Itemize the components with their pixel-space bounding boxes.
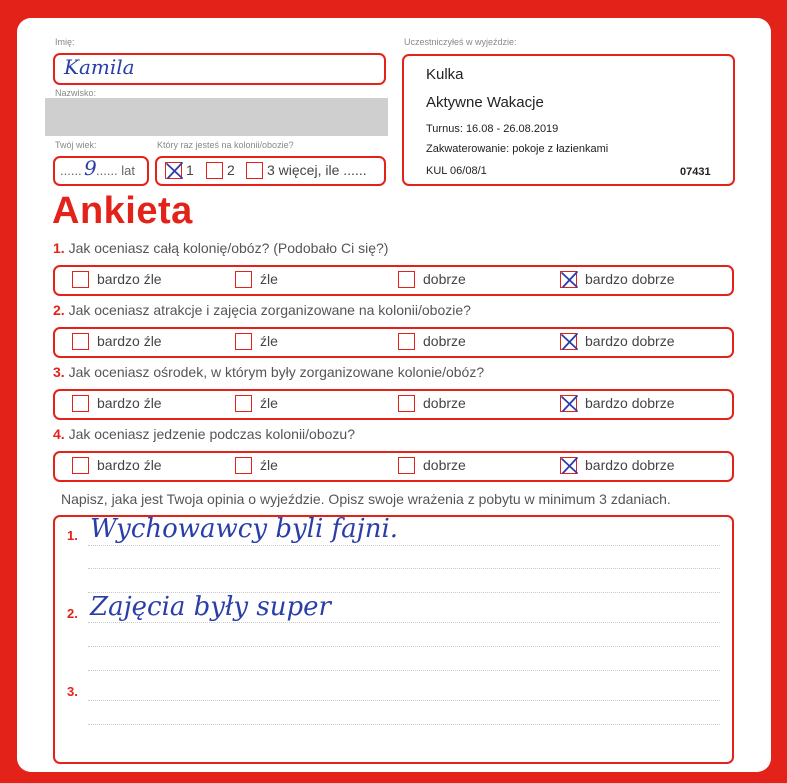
question-label: Jak oceniasz jedzenie podczas kolonii/obozu? [68,426,355,442]
name-label: Imię: [55,37,75,47]
times-option-label: 2 [227,162,235,178]
writing-guide-line [88,592,720,593]
opinion-line-number: 3. [67,684,78,699]
answer-option-label: dobrze [423,457,466,473]
times-checkbox[interactable] [165,162,182,179]
answer-option-label: bardzo dobrze [585,395,675,411]
question-text [53,426,355,442]
age-prefix: ...... [60,163,82,178]
question-label: Jak oceniasz całą kolonię/obóz? (Podobało Ci się?) [68,240,389,256]
participant-code: KUL 06/08/1 [426,165,487,177]
question-text [53,364,484,380]
answer-option-label: dobrze [423,271,466,287]
answer-option-label: bardzo źle [97,395,162,411]
answer-checkbox[interactable] [560,457,577,474]
opinion-prompt: Napisz, jaka jest Twoja opinia o wyjeździe. Opisz swoje wrażenia z pobytu w minimum 3 zdaniach. [61,491,671,507]
question-text [53,302,471,318]
answer-option-label: źle [260,457,278,473]
answer-checkbox[interactable] [72,271,89,288]
participant-label: Uczestniczyłeś w wyjeździe: [404,37,517,47]
question-label: Jak oceniasz ośrodek, w którym były zorganizowane kolonie/obóz? [68,364,485,380]
opinion-line-text: Wychowawcy byli fajni. [90,514,399,544]
writing-guide-line [88,568,720,569]
answer-checkbox[interactable] [560,395,577,412]
participant-number: 07431 [680,166,711,178]
answer-checkbox[interactable] [235,333,252,350]
writing-guide-line [88,545,720,546]
writing-guide-line [88,670,720,671]
times-checkbox[interactable] [246,162,263,179]
answer-checkbox[interactable] [72,395,89,412]
age-label: Twój wiek: [55,140,97,150]
answer-checkbox[interactable] [560,271,577,288]
opinion-line-number: 1. [67,528,78,543]
answer-option-label: bardzo źle [97,457,162,473]
opinion-line-text: Zajęcia były super [90,592,331,622]
question-number: 3. [53,364,65,380]
participant-accommodation: Zakwaterowanie: pokoje z łazienkami [426,143,609,155]
answer-checkbox[interactable] [398,333,415,350]
times-option-label: 3 więcej, ile ...... [267,162,367,178]
answer-checkbox[interactable] [560,333,577,350]
participant-line2: Aktywne Wakacje [426,94,544,111]
answer-checkbox[interactable] [398,457,415,474]
answer-option-label: bardzo źle [97,271,162,287]
times-option-label: 1 [186,162,194,178]
answer-checkbox[interactable] [398,395,415,412]
times-checkbox[interactable] [206,162,223,179]
question-number: 1. [53,240,65,256]
answer-option-label: dobrze [423,333,466,349]
surname-redaction [45,98,388,136]
name-value: Kamila [64,55,135,79]
answer-checkbox[interactable] [235,271,252,288]
answer-checkbox[interactable] [235,457,252,474]
answer-option-label: bardzo dobrze [585,271,675,287]
writing-guide-line [88,724,720,725]
answer-option-label: źle [260,333,278,349]
answer-option-label: dobrze [423,395,466,411]
surname-label: Nazwisko: [55,88,97,98]
survey-title: Ankieta [52,190,193,232]
answer-checkbox[interactable] [235,395,252,412]
age-suffix: ...... lat [96,163,136,178]
participant-turnus: Turnus: 16.08 - 26.08.2019 [426,123,559,135]
question-label: Jak oceniasz atrakcje i zajęcia zorganizowane na kolonii/obozie? [68,302,471,318]
age-value: 9 [84,156,97,180]
times-label: Który raz jesteś na kolonii/obozie? [157,140,294,150]
answer-option-label: źle [260,395,278,411]
answer-option-label: bardzo dobrze [585,457,675,473]
question-number: 2. [53,302,65,318]
answer-checkbox[interactable] [72,333,89,350]
answer-checkbox[interactable] [72,457,89,474]
opinion-box[interactable] [53,515,734,764]
question-text [53,240,388,256]
writing-guide-line [88,700,720,701]
answer-option-label: bardzo dobrze [585,333,675,349]
opinion-line-number: 2. [67,606,78,621]
question-number: 4. [53,426,65,442]
writing-guide-line [88,646,720,647]
answer-option-label: bardzo źle [97,333,162,349]
answer-checkbox[interactable] [398,271,415,288]
writing-guide-line [88,622,720,623]
participant-line1: Kulka [426,66,464,83]
answer-option-label: źle [260,271,278,287]
